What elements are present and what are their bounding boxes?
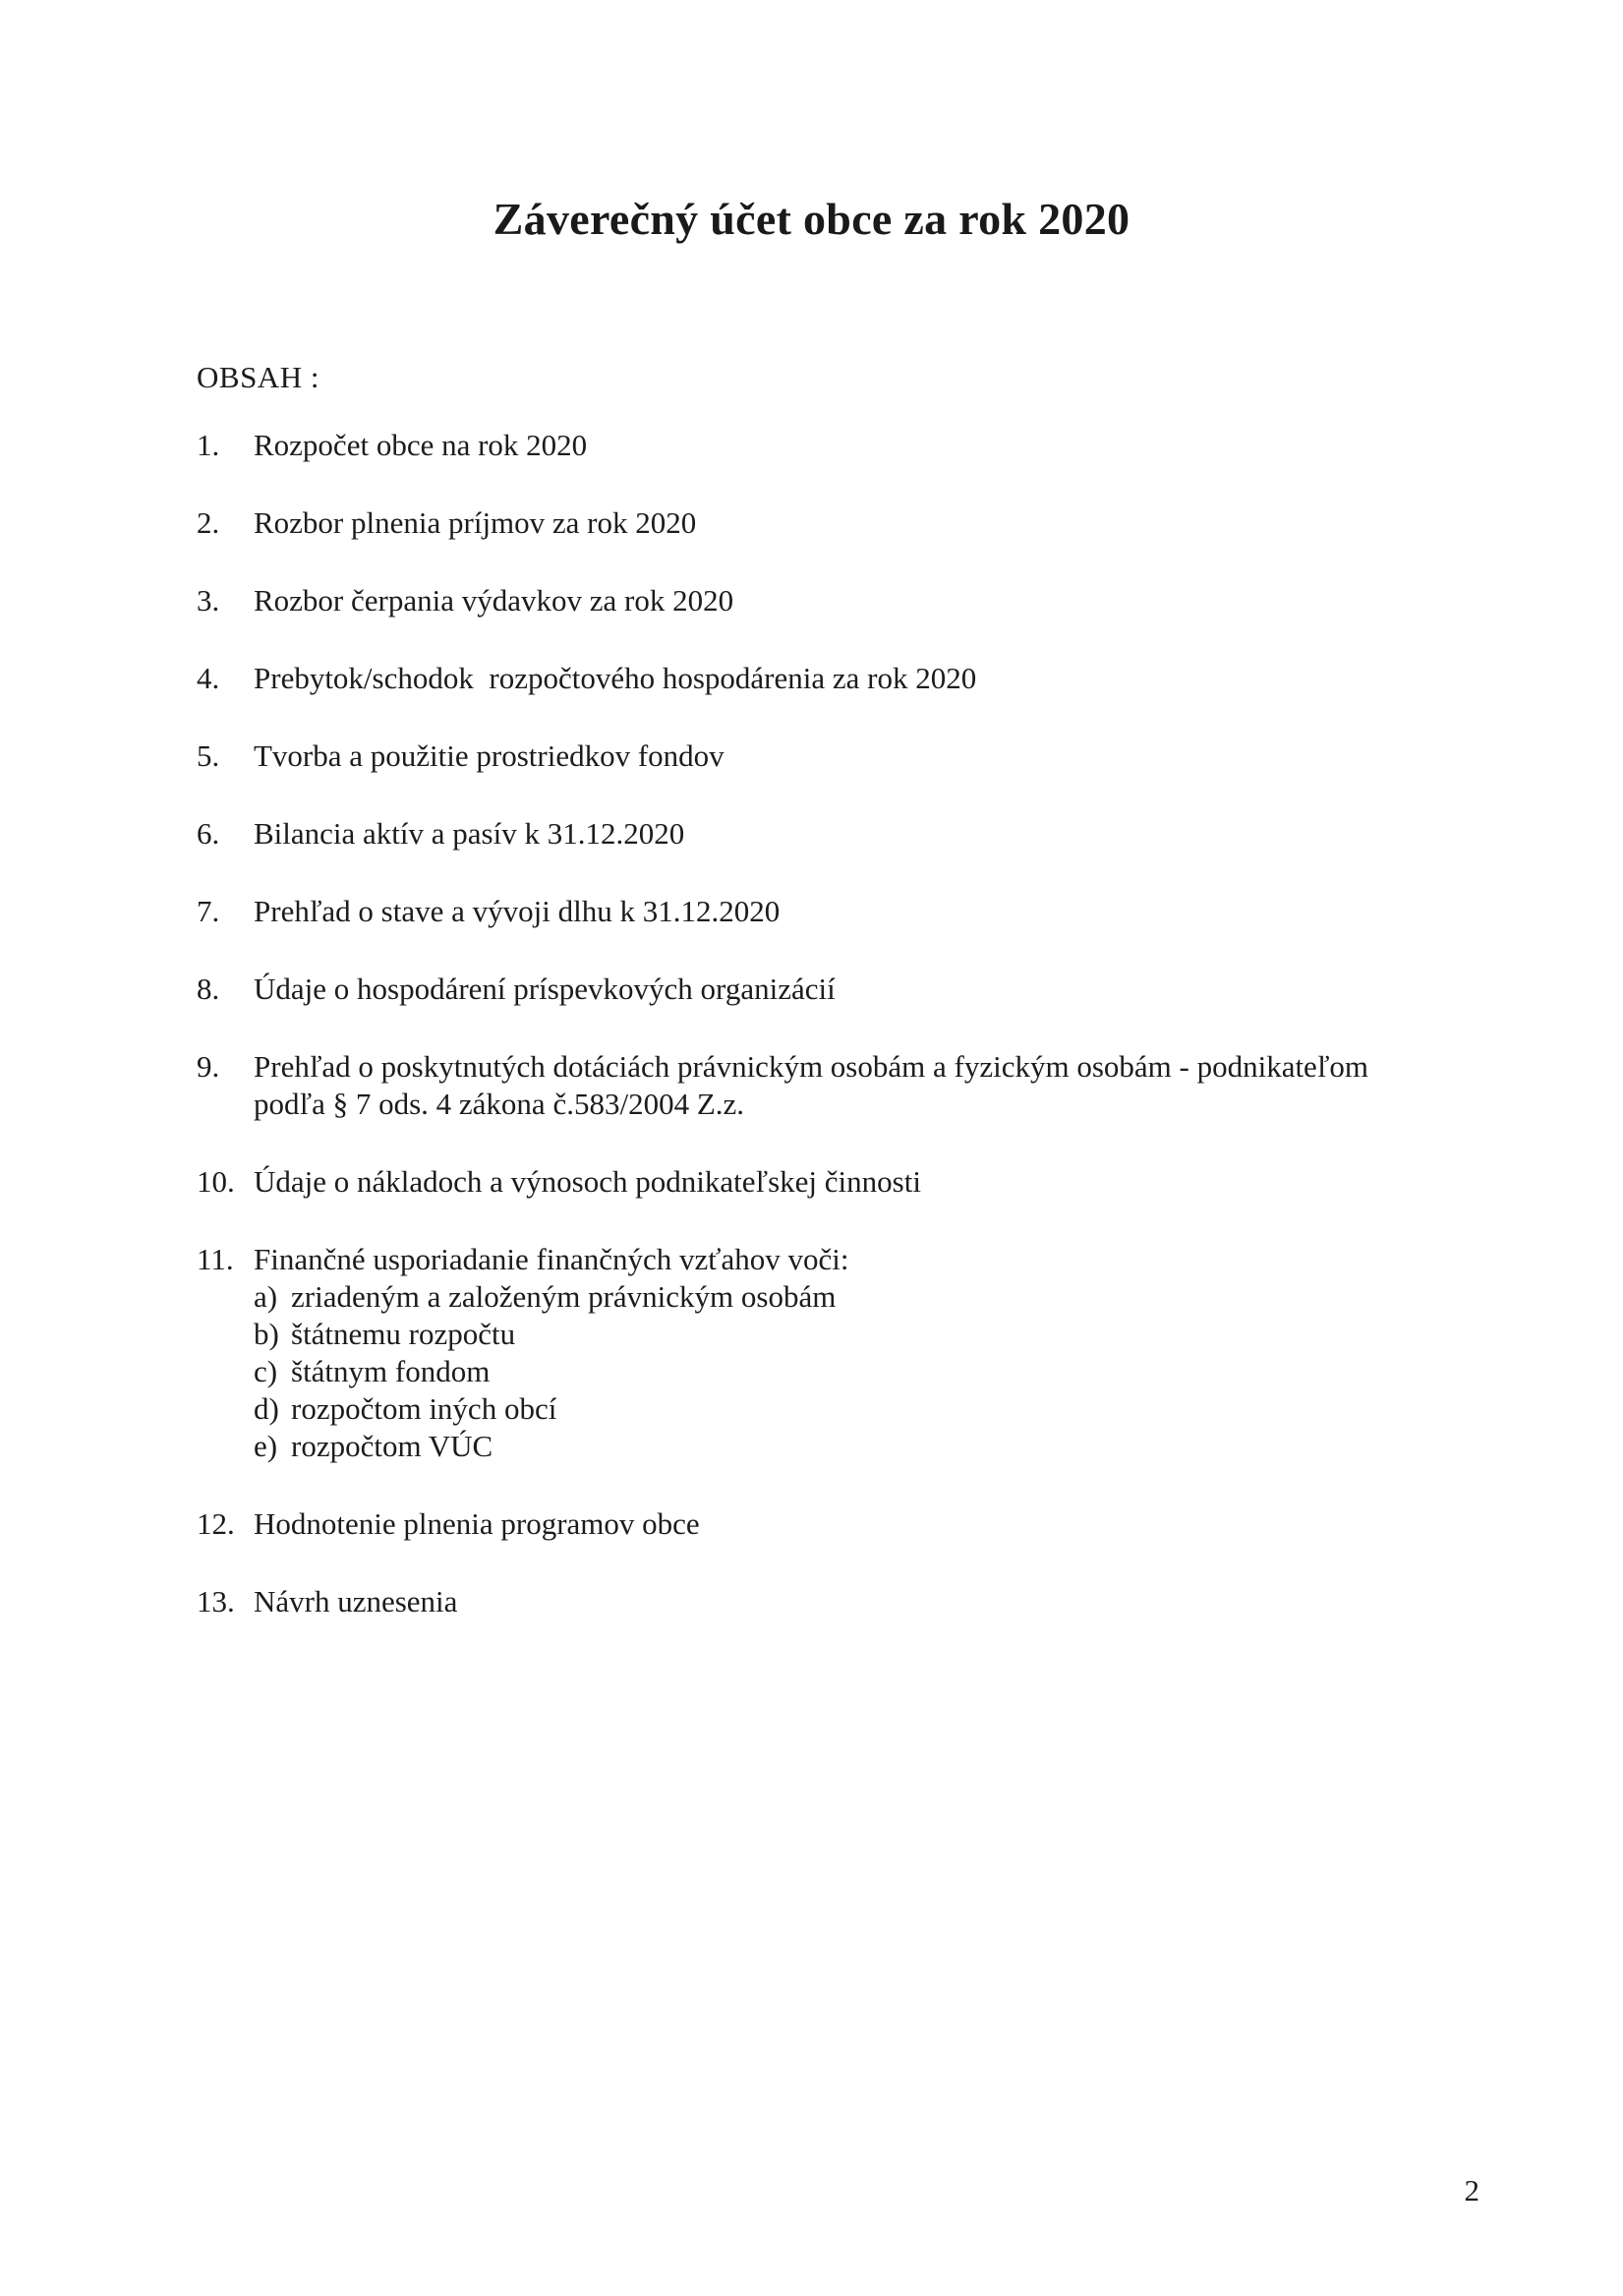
subitem-letter: b) [254, 1317, 279, 1351]
toc-number: 2. [197, 505, 220, 540]
subitem-letter: d) [254, 1391, 279, 1426]
toc-text: Údaje o hospodárení príspevkových organizácií [254, 971, 836, 1006]
toc-item-9 [197, 1048, 1475, 1123]
toc-text: Bilancia aktív a pasív k 31.12.2020 [254, 816, 685, 851]
toc-item-3 [197, 582, 1475, 619]
page-title: Záverečný účet obce za rok 2020 [493, 194, 1130, 244]
toc-subitem-d [254, 1390, 1475, 1428]
subitem-text: rozpočtom VÚC [291, 1429, 493, 1463]
toc-text-block [254, 1048, 1475, 1123]
subitem-letter: a) [254, 1279, 278, 1314]
toc-text: Finančné usporiadanie finančných vzťahov voči: [254, 1242, 849, 1276]
toc-subitem-a [254, 1278, 1475, 1316]
toc-number: 6. [197, 816, 220, 851]
contents-heading: OBSAH : [197, 360, 319, 394]
toc-subitem-b [254, 1316, 1475, 1353]
toc-text: Prebytok/schodok rozpočtového hospodárenia za rok 2020 [254, 661, 977, 695]
toc-item-13 [197, 1583, 1475, 1620]
toc-item-7 [197, 893, 1475, 930]
toc-item-12 [197, 1505, 1475, 1543]
toc-item-2 [197, 504, 1475, 542]
subitem-letter: e) [254, 1429, 278, 1463]
toc-number: 7. [197, 894, 220, 928]
toc-number: 8. [197, 971, 220, 1006]
toc-item-6 [197, 815, 1475, 853]
toc-text-continuation: podľa § 7 ods. 4 zákona č.583/2004 Z.z. [254, 1087, 745, 1121]
toc-item-1 [197, 427, 1475, 464]
toc-item-8 [197, 971, 1475, 1008]
toc-text: Tvorba a použitie prostriedkov fondov [254, 738, 725, 773]
toc-item-11 [197, 1241, 1475, 1465]
toc-number: 9. [197, 1049, 220, 1084]
toc-text: Prehľad o stave a vývoji dlhu k 31.12.2020 [254, 894, 781, 928]
toc-item-10 [197, 1163, 1475, 1201]
toc-text-block [254, 1241, 1475, 1465]
toc-subitem-c [254, 1353, 1475, 1390]
toc-number: 10. [197, 1164, 235, 1199]
toc-number: 11. [197, 1242, 234, 1276]
toc-text: Rozbor plnenia príjmov za rok 2020 [254, 505, 697, 540]
page-number: 2 [1464, 2173, 1479, 2208]
subitem-text: štátnemu rozpočtu [291, 1317, 516, 1351]
subitem-text: štátnym fondom [291, 1354, 491, 1388]
toc-number: 5. [197, 738, 220, 773]
toc-text: Prehľad o poskytnutých dotáciách právnickým osobám a fyzickým osobám - podnikateľom [254, 1049, 1369, 1084]
toc-item-5 [197, 737, 1475, 775]
toc-subitem-e [254, 1428, 1475, 1465]
toc-text: Hodnotenie plnenia programov obce [254, 1506, 700, 1541]
toc-number: 1. [197, 428, 220, 462]
subitem-text: rozpočtom iných obcí [291, 1391, 557, 1426]
toc-text: Údaje o nákladoch a výnosoch podnikateľskej činnosti [254, 1164, 921, 1199]
toc-number: 12. [197, 1506, 235, 1541]
toc-number: 3. [197, 583, 220, 618]
toc-text: Rozbor čerpania výdavkov za rok 2020 [254, 583, 734, 618]
toc-text: Rozpočet obce na rok 2020 [254, 428, 588, 462]
toc-number: 13. [197, 1584, 235, 1619]
toc-number: 4. [197, 661, 220, 695]
subitem-letter: c) [254, 1354, 278, 1388]
toc-text: Návrh uznesenia [254, 1584, 458, 1619]
subitem-text: zriadeným a založeným právnickým osobám [291, 1279, 837, 1314]
table-of-contents [197, 427, 1475, 1661]
toc-item-4 [197, 660, 1475, 697]
